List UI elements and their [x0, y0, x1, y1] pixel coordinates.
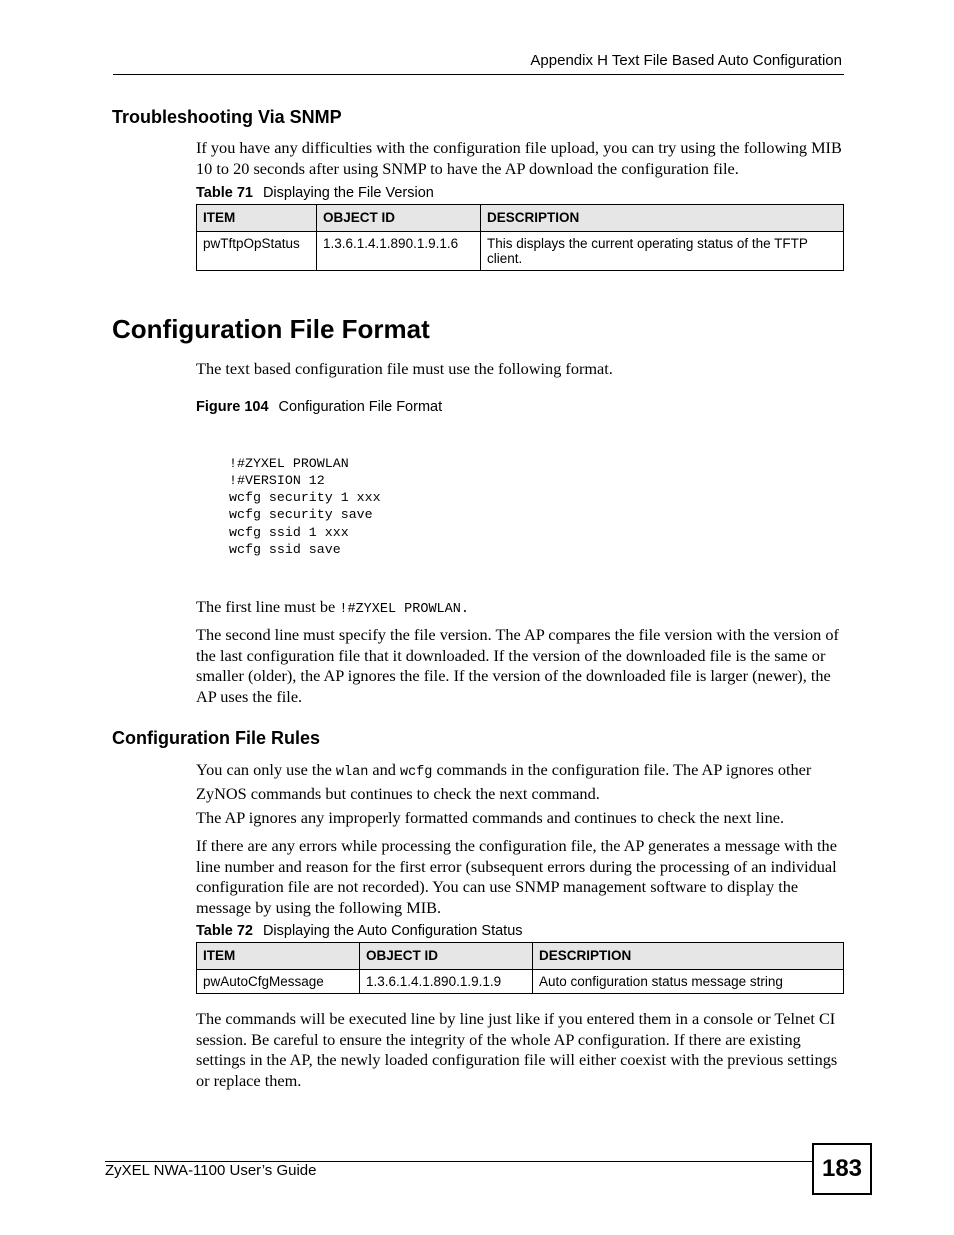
table72-label: Table 72 [196, 923, 253, 939]
code-line: wcfg ssid 1 xxx [229, 525, 349, 540]
table-row [197, 970, 844, 994]
table-row [197, 232, 844, 271]
table71-col-item: ITEM [197, 205, 317, 232]
table71-cell-item: pwTftpOpStatus [197, 232, 317, 271]
table71-col-object-id: OBJECT ID [317, 205, 481, 232]
table72-cell-description: Auto configuration status message string [533, 970, 844, 994]
table72-cell-item: pwAutoCfgMessage [197, 970, 360, 994]
code-wcfg: wcfg [399, 765, 433, 780]
second-line-paragraph: The second line must specify the file version. The AP compares the file version with the version of the last configuration file that it downloaded. If the version of the downloaded file is the same or smaller (older), the AP ignores the file. If the version of the downloaded file is larger (newer), the AP uses the file. [196, 625, 839, 706]
rules-paragraph-errors: If there are any errors while processing the configuration file, the AP generates a message with the line number and reason for the first error (subsequent errors during the processing of an individual configuration file are not recorded). You can use SNMP management software to display the message by using the following MIB. [196, 836, 837, 917]
heading-troubleshooting-snmp: Troubleshooting Via SNMP [112, 107, 342, 127]
rules-paragraph-formatting: The AP ignores any improperly formatted commands and continues to check the next line. [196, 808, 785, 827]
table72-col-item: ITEM [197, 943, 360, 970]
page-number: 183 [812, 1143, 872, 1195]
closing-paragraph: The commands will be executed line by line just like if you entered them in a console or Telnet CI session. Be careful to ensure the integrity of the whole AP configuration. If there are existing settings in the AP, the newly loaded configuration file will either coexist with the previous settings or replace them. [196, 1009, 838, 1090]
table72-cell-object-id: 1.3.6.1.4.1.890.1.9.1.9 [360, 970, 533, 994]
first-line-text: The first line must be [196, 597, 340, 616]
figure104-title: Configuration File Format [278, 399, 443, 415]
table72 [196, 942, 844, 994]
table71-caption [196, 185, 434, 201]
header-divider [113, 74, 844, 75]
code-wlan: wlan [335, 765, 369, 780]
code-line: wcfg ssid save [229, 542, 341, 557]
first-line-paragraph [196, 597, 844, 621]
running-header: Appendix H Text File Based Auto Configuration [530, 52, 842, 69]
table71-col-description: DESCRIPTION [481, 205, 844, 232]
table72-col-object-id: OBJECT ID [360, 943, 533, 970]
rules-p1-text-c: commands in the configuration file. The AP ignores other ZyNOS commands but continues to check the next command. [196, 760, 812, 803]
code-line: wcfg security save [229, 507, 373, 522]
table71-cell-description: This displays the current operating status of the TFTP client. [481, 232, 844, 271]
format-intro: The text based configuration file must use the following format. [196, 359, 613, 378]
table71-title: Displaying the File Version [262, 185, 434, 201]
figure104-label: Figure 104 [196, 399, 269, 415]
footer-guide-title: ZyXEL NWA-1100 User’s Guide [105, 1162, 317, 1179]
heading-configuration-file-format: Configuration File Format [112, 314, 430, 344]
code-line: !#VERSION 12 [229, 473, 325, 488]
rules-p1-text-b: and [368, 760, 400, 779]
table72-title: Displaying the Auto Configuration Status [262, 923, 523, 939]
table72-caption [196, 923, 523, 939]
figure104-caption [196, 399, 442, 415]
table71-label: Table 71 [196, 185, 253, 201]
code-line: wcfg security 1 xxx [229, 490, 381, 505]
table71-cell-object-id: 1.3.6.1.4.1.890.1.9.1.6 [317, 232, 481, 271]
table71-header-row [197, 205, 844, 232]
rules-p1-text-a: You can only use the [196, 760, 336, 779]
code-line: !#ZYXEL PROWLAN [229, 456, 349, 471]
snmp-paragraph: If you have any difficulties with the configuration file upload, you can try using the following MIB 10 to 20 seconds after using SNMP to have the AP download the configuration file. [196, 138, 842, 178]
rules-paragraph-commands [196, 760, 844, 804]
heading-configuration-file-rules: Configuration File Rules [112, 728, 321, 748]
table71 [196, 204, 844, 271]
table72-col-description: DESCRIPTION [533, 943, 844, 970]
table72-header-row [197, 943, 844, 970]
first-line-code: !#ZYXEL PROWLAN. [339, 602, 469, 617]
